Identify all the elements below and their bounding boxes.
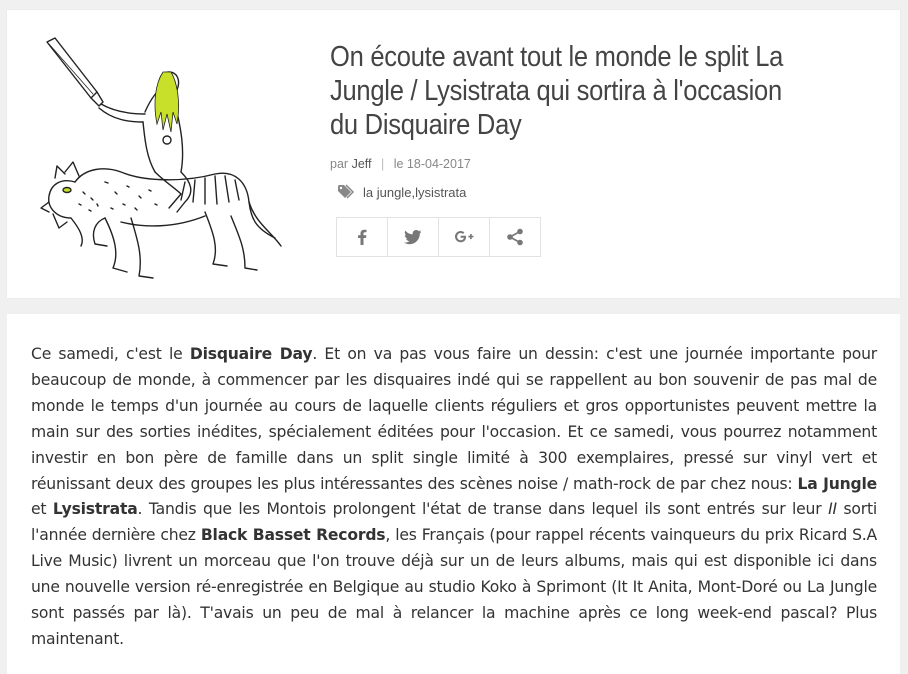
- share-icon: [505, 227, 525, 247]
- article-bold-disquaire-day: Disquaire Day: [189, 345, 313, 363]
- generic-share-button[interactable]: [490, 218, 540, 256]
- tag-icon: [337, 184, 357, 200]
- article-text: sorti l'année dernière chez: [31, 500, 878, 545]
- article-bold-lysistrata: Lysistrata: [52, 500, 138, 519]
- article-bold-label: Black Basset Records: [200, 526, 386, 545]
- article-text: . Et on va pas vous faire un dessin: c'est une journée importante pour beaucoup de monde, à commencer par les disquaires indé qui se rappellent au bon souvenir de pas mal de monde le temps d'un journée au cours de laquelle clients réguliers et gros opportunistes peuvent mettre la main sur des sorties inédites, spécialement éditées pour l'occasion. Et ce samedi, vous pourrez notamment investir en bon père de famille dans un split single limité à 300 exemplaires, pressé sur vinyl vert et réunissant deux des groupes les plus intéressantes des scènes noise / math-rock de par chez nous:: [31, 345, 877, 493]
- facebook-share-button[interactable]: [337, 218, 388, 256]
- illustration-woman-on-thylacine-icon: [35, 32, 285, 292]
- share-bar: [336, 217, 541, 257]
- author-link[interactable]: Jeff: [351, 157, 372, 171]
- article-bold-la-jungle: La Jungle: [797, 474, 877, 493]
- tag-link-la-jungle[interactable]: la jungle: [363, 184, 412, 200]
- tag-comma: ,: [411, 184, 416, 200]
- date-label: le: [393, 157, 404, 171]
- article-text: . Tandis que les Montois prolongent l'état de transe dans lequel ils sont entrés sur leur: [137, 500, 829, 519]
- twitter-icon: [403, 227, 423, 247]
- post-title: On écoute avant tout le monde le split La Jungle / Lysistrata qui sortira à l'occasion du Disquaire Day: [330, 41, 784, 141]
- google-plus-share-button[interactable]: [439, 218, 490, 256]
- article-text: , les Français (pour rappel récents vainqueurs du prix Ricard S.A Live Music) livrent un morceau que l'on trouve déjà sur un de leurs albums, mais qui est disponible ici dans une nouvelle version ré-enregistrée en Belgique au studio Koko à Sprimont (It It Anita, Mont-Doré ou La Jungle sont passés par là). T'avais un peu de mal à relancer la machine après ce long week-end pascal? Plus maintenant.: [31, 526, 878, 648]
- post-body-card: [7, 314, 900, 674]
- article-text: et: [31, 500, 53, 519]
- post-header-card: [7, 10, 900, 298]
- article-text: Ce samedi, c'est le: [31, 345, 190, 363]
- post-meta: [330, 157, 471, 171]
- post-date: 18-04-2017: [406, 157, 471, 171]
- tag-list: [337, 184, 466, 200]
- meta-separator: |: [380, 157, 385, 171]
- by-label: par: [330, 157, 349, 171]
- facebook-icon: [352, 227, 372, 247]
- twitter-share-button[interactable]: [388, 218, 439, 256]
- google-plus-icon: [454, 227, 474, 247]
- tag-link-lysistrata[interactable]: lysistrata: [415, 184, 467, 200]
- article-paragraph: [31, 342, 877, 653]
- article-italic-album: II: [828, 500, 837, 519]
